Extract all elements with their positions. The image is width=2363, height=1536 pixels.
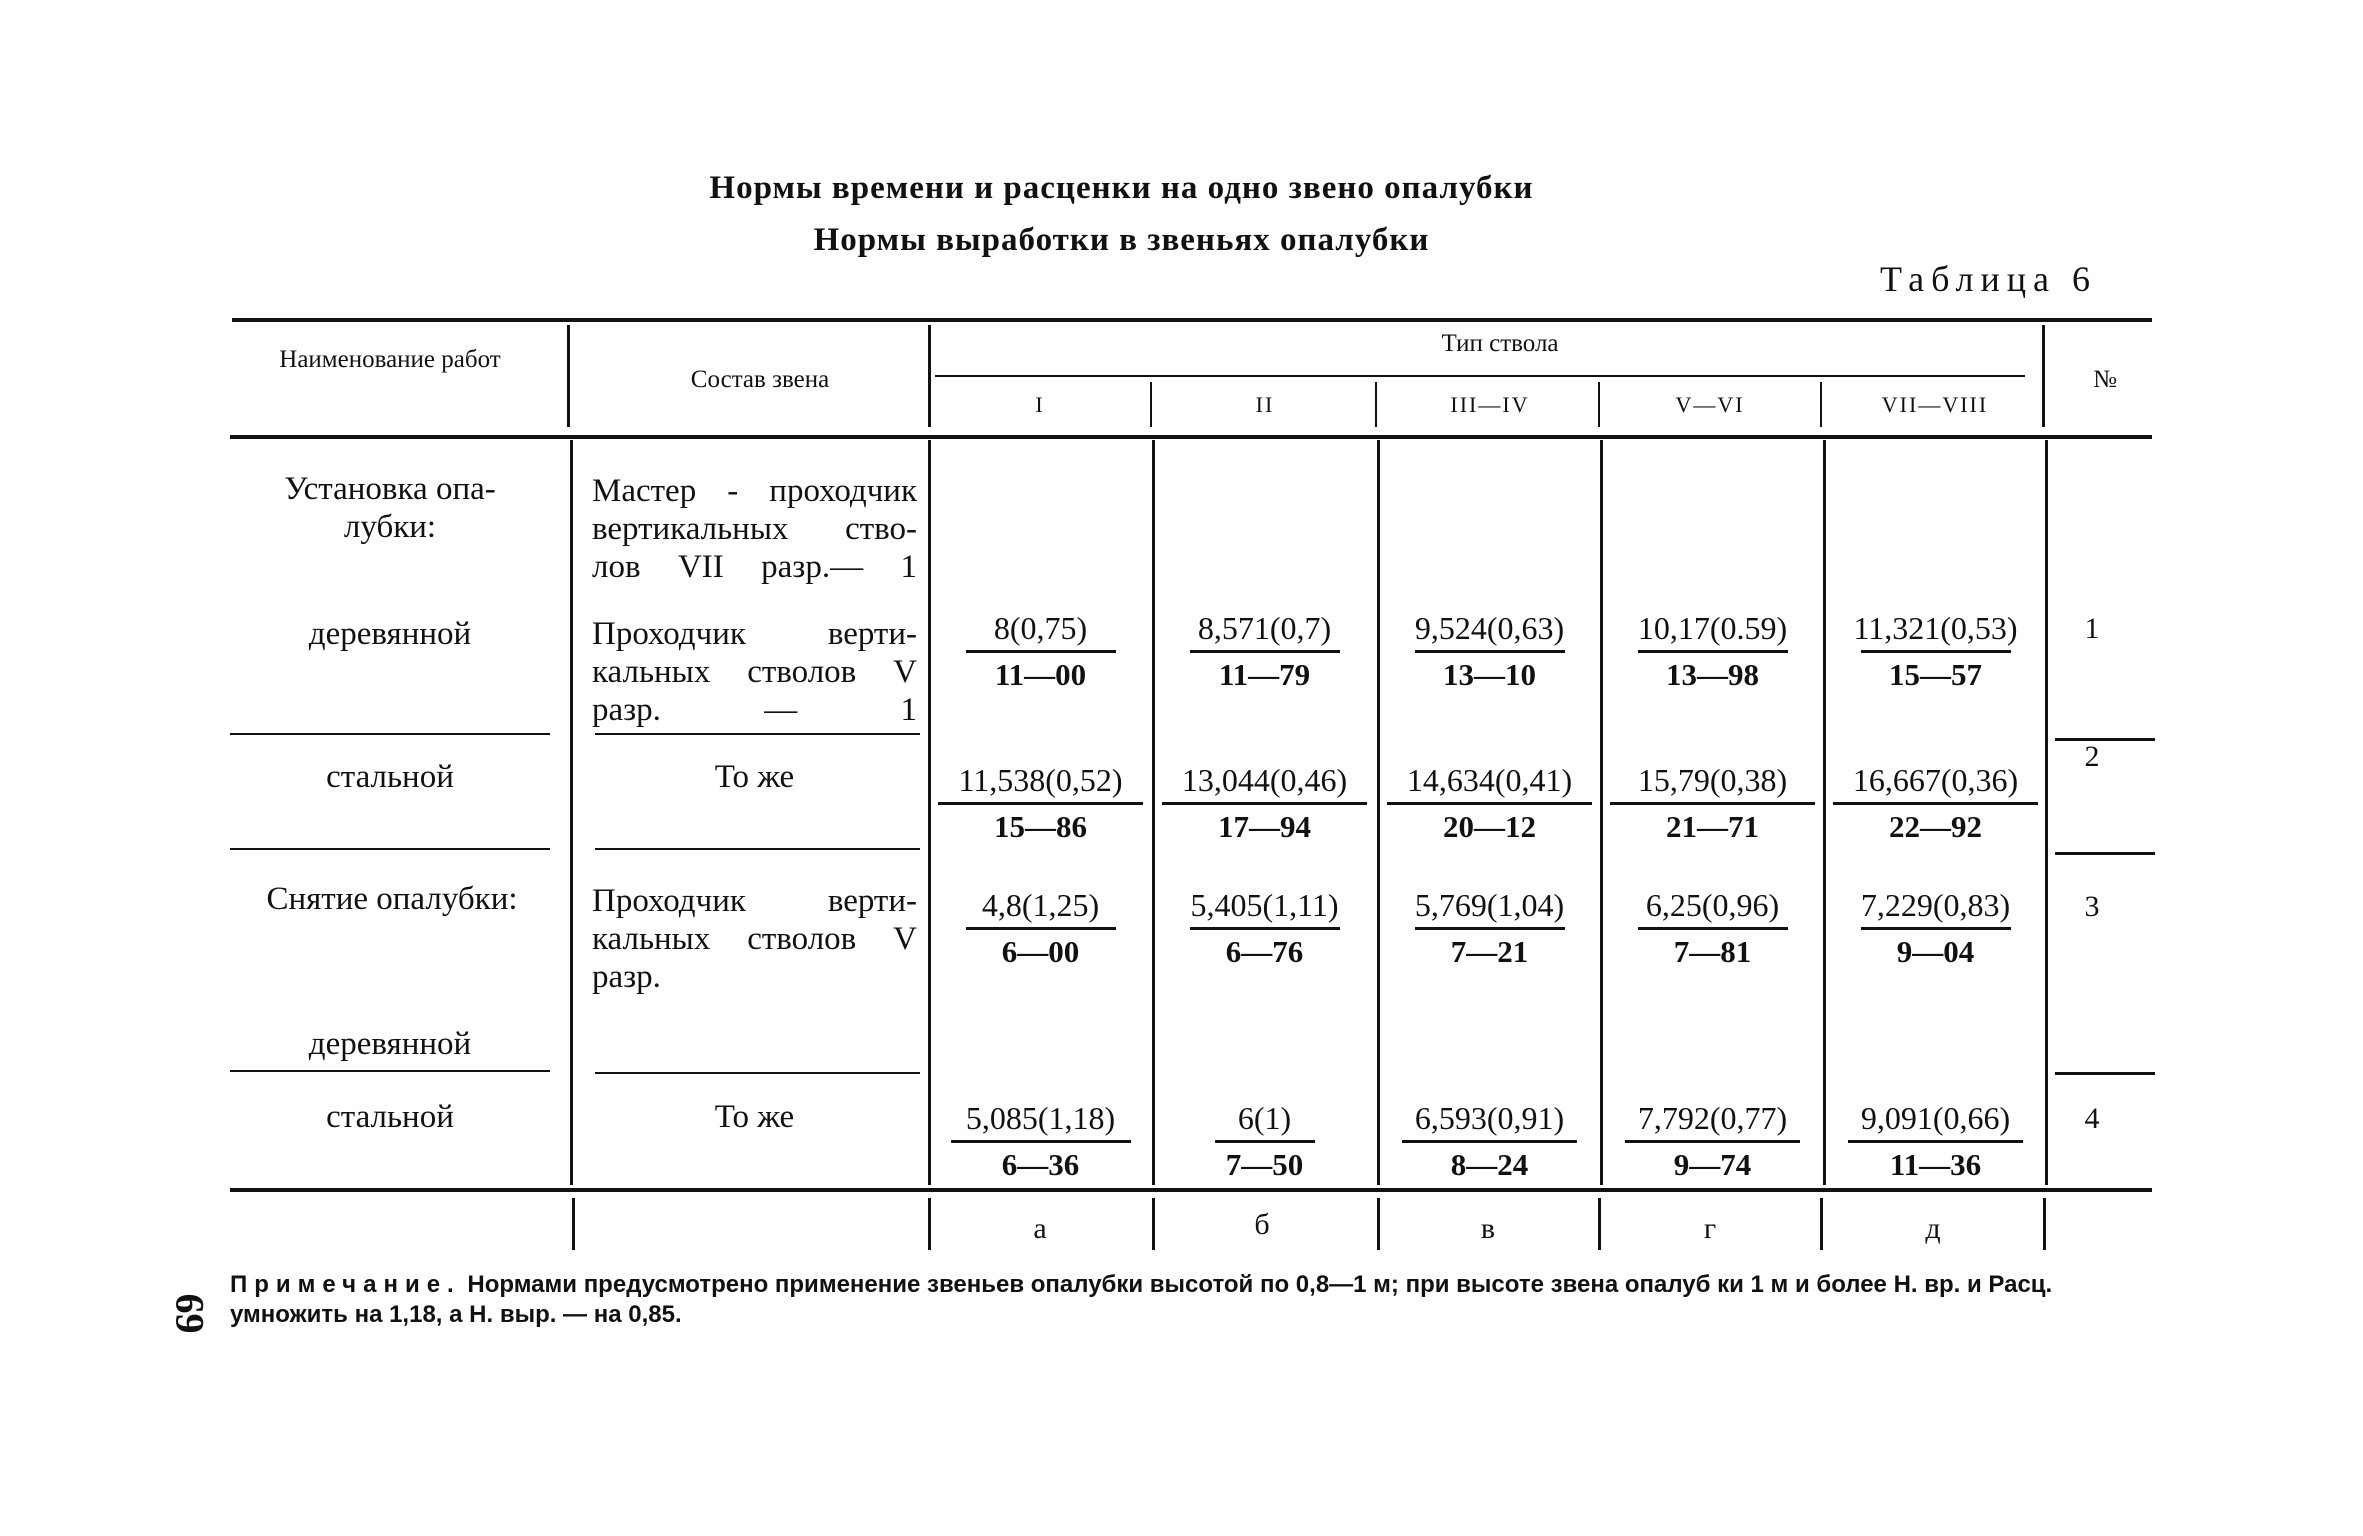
header-number: № (2093, 366, 2117, 393)
row2-rule-left (230, 848, 550, 850)
group1-crew: Мастер - проходчик вертикальных ство-лов VII разр.— 1 (592, 473, 917, 585)
header-bottom-rule (230, 435, 2152, 439)
value-cell: 7,792(0,77) 9—74 (1605, 1098, 1820, 1183)
header-work-name: Наименование работ (279, 346, 501, 373)
column-letter-g: г (1703, 1212, 1717, 1245)
row1-rule-crew (595, 733, 920, 735)
row4-work: стальной (326, 1099, 454, 1135)
row2-rule-crew (595, 848, 920, 850)
table-top-rule (232, 318, 2152, 322)
letter-divider-3 (1152, 1198, 1155, 1250)
column-letter-b: б (1254, 1208, 1270, 1241)
table-bottom-rule (230, 1188, 2152, 1192)
row-number-2: 2 (2084, 740, 2100, 773)
value-cell: 6(1) 7—50 (1157, 1098, 1372, 1183)
type-divider-3 (1598, 382, 1600, 427)
type-divider-4 (1820, 382, 1822, 427)
type-divider-2 (1375, 382, 1377, 427)
col-divider-2 (928, 325, 931, 427)
header-shaft-type: Тип ствола (1441, 330, 1559, 357)
value-cell: 7,229(0,83) 9—04 (1860, 887, 2011, 969)
col-divider-last (2042, 325, 2045, 427)
body-divider-3 (1152, 440, 1155, 1185)
header-type-4: V—VI (1675, 392, 1745, 417)
header-type-5: VII—VIII (1881, 392, 1989, 417)
body-divider-4 (1377, 440, 1380, 1185)
letter-divider-7 (2043, 1198, 2046, 1250)
row3-crew: Проходчик верти-кальных стволов V разр. (592, 883, 917, 995)
header-type-2: II (1255, 392, 1275, 417)
letter-divider-1 (572, 1198, 575, 1250)
header-type-1: I (1035, 392, 1045, 417)
row3-work: Снятие опалубки: (266, 881, 518, 917)
value-cell: 6,25(0,96) 7—81 (1605, 885, 1820, 970)
footnote-text: Нормами предусмотрено применение звеньев опалубки высотой по 0,8—1 м; при высоте звена опалуб ки 1 м и более Н. вр. и Расц. умножить на 1,18, а Н. выр. — на 0,85. (230, 1271, 2053, 1328)
value-cell: 5,769(1,04) 7—21 (1414, 887, 1565, 969)
body-divider-6 (1823, 440, 1826, 1185)
value-cell: 10,17(0.59) 13—98 (1637, 610, 1788, 692)
group1-label: Установка опа-лубки: (284, 471, 496, 545)
body-divider-1 (570, 440, 573, 1185)
value-cell: 14,634(0,41) 20—12 (1382, 760, 1597, 845)
column-letter-v: в (1480, 1212, 1496, 1245)
header-type-3: III—IV (1450, 392, 1530, 417)
value-cell: 4,8(1,25) 6—00 (933, 885, 1148, 970)
value-cell: 5,405(1,11) 6—76 (1190, 887, 1339, 969)
body-divider-5 (1600, 440, 1603, 1185)
value-cell: 8,571(0,7) 11—79 (1157, 608, 1372, 693)
value-cell: 9,091(0,66) 11—36 (1828, 1098, 2043, 1183)
col-divider-1 (567, 325, 570, 427)
title-line-1: Нормы времени и расценки на одно звено опалубки (709, 170, 1534, 206)
row-number-4: 4 (2084, 1102, 2100, 1135)
row2-rule-num (2055, 852, 2155, 855)
title-line-2: Нормы выработки в звеньях опалубки (813, 222, 1430, 258)
body-divider-2 (928, 440, 931, 1185)
row2-work: стальной (326, 759, 454, 795)
value-cell: 15,79(0,38) 21—71 (1605, 760, 1820, 845)
row3-rule-num (2055, 1072, 2155, 1075)
letter-divider-4 (1377, 1198, 1380, 1250)
value-cell: 16,667(0,36) 22—92 (1828, 760, 2043, 845)
letter-divider-2 (928, 1198, 931, 1250)
row1-work: деревянной (308, 616, 472, 652)
value-cell: 11,321(0,53) 15—57 (1853, 610, 2018, 692)
column-letter-d: д (1925, 1212, 1941, 1245)
row4-crew: То же (714, 1099, 795, 1135)
body-divider-7 (2045, 440, 2048, 1185)
value-cell: 5,085(1,18) 6—36 (933, 1098, 1148, 1183)
footnote-label: Примечание. (230, 1271, 461, 1298)
footnote (230, 1270, 2160, 1330)
value-cell: 9,524(0,63) 13—10 (1414, 610, 1565, 692)
value-cell: 11,538(0,52) 15—86 (933, 760, 1148, 845)
row1-rule-left (230, 733, 550, 735)
row3-rule-left (230, 1070, 550, 1072)
row-number-1: 1 (2084, 612, 2100, 645)
shaft-type-rule (935, 375, 2025, 377)
type-divider-1 (1150, 382, 1152, 427)
value-cell: 6,593(0,91) 8—24 (1382, 1098, 1597, 1183)
letter-divider-6 (1820, 1198, 1823, 1250)
column-letter-a: а (1033, 1212, 1047, 1245)
row3-rule-crew (595, 1072, 920, 1074)
row3-sub: деревянной (308, 1026, 472, 1062)
value-cell: 13,044(0,46) 17—94 (1157, 760, 1372, 845)
row1-crew: Проходчик верти-кальных стволов V разр. — 1 (592, 616, 917, 728)
page-number: 69 (167, 1293, 213, 1334)
row2-crew: То же (714, 759, 795, 795)
table-label: Таблица 6 (1880, 259, 2097, 299)
header-crew: Состав звена (690, 366, 830, 393)
value-cell: 8(0,75) 11—00 (933, 608, 1148, 693)
letter-divider-5 (1598, 1198, 1601, 1250)
row-number-3: 3 (2084, 890, 2100, 923)
